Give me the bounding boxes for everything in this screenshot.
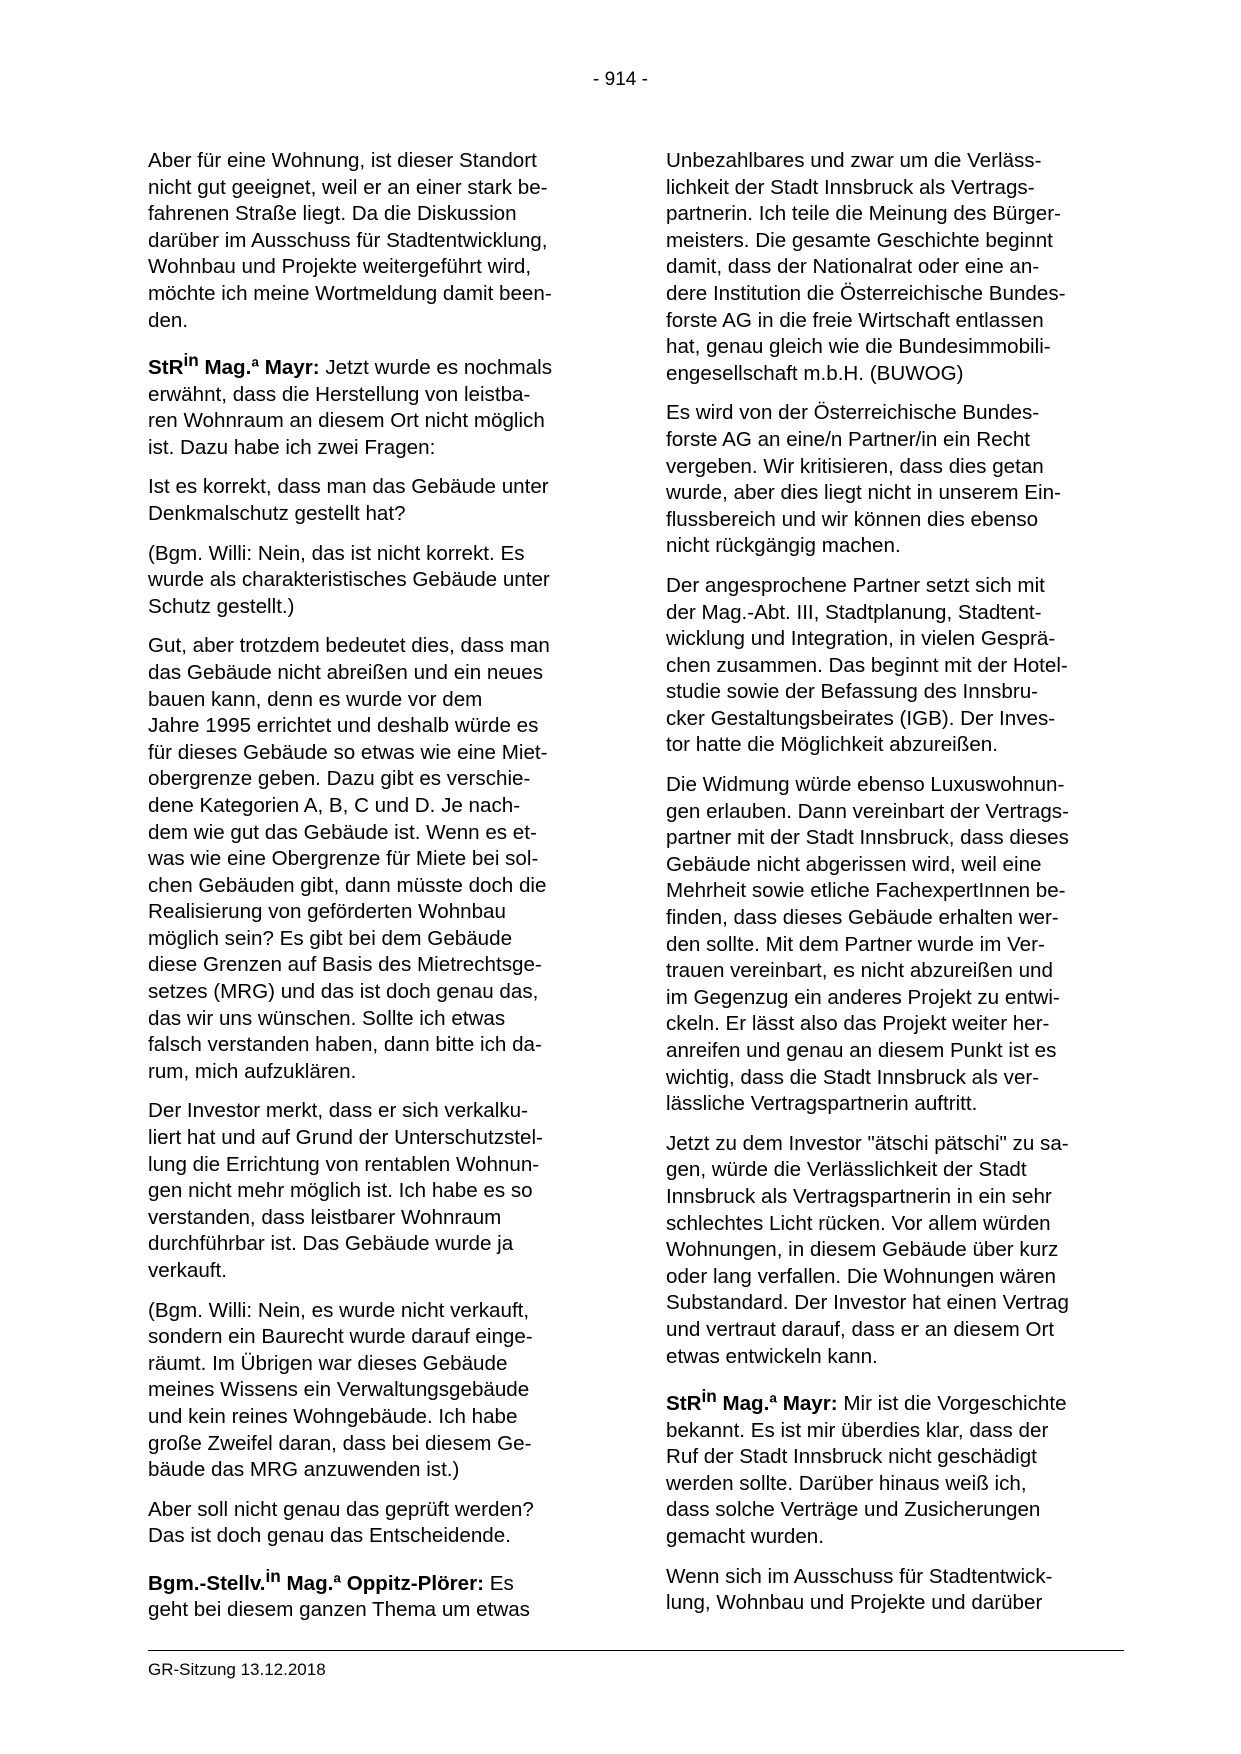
footer-session-date: GR-Sitzung 13.12.2018 xyxy=(148,1660,326,1679)
paragraph-left-9: Bgm.-Stellv.$^{in}$ Mag.ª Oppitz-Plörer: Es geht bei diesem ganzen Thema um etwas xyxy=(148,1565,530,1622)
paragraph-right-4: Die Widmung würde ebenso Luxuswohnun- gen erlauben. Dann vereinbart der Vertrags- partner mit der Stadt Innsbruck, dass dieses Gebäude nicht abgerissen wird, weil eine Mehrheit sowie etliche FachexpertInnen be- finden, dass dieses Gebäude erhalten wer- den sollte. Mit dem Partner wurde im Ver- trauen vereinbart, es nicht abzureißen und im Gegenzug ein anderes Projekt zu entwi- ckeln. Er lässt also das Projekt weiter her- anreifen und genau an diesem Punkt ist es wichtig, dass die Stadt Innsbruck als ver- lässliche Vertragspartnerin auftritt. xyxy=(666,773,1069,1116)
paragraph-right-2: Es wird von der Österreichische Bundes- forste AG an eine/n Partner/in ein Recht vergeben. Wir kritisieren, dass dies getan wurde, aber dies liegt nicht in unserem Ein- flussbereich und wir können dies ebenso nicht rückgängig machen. xyxy=(666,401,1061,558)
paragraph-right-5: Jetzt zu dem Investor "ätschi pätschi" zu sa- gen, würde die Verlässlichkeit der Stadt Innsbruck als Vertragspartnerin in ein sehr schlechtes Licht rücken. Vor allem würden Wohnungen, in diesem Gebäude über kurz oder lang verfallen. Die Wohnungen wären Substandard. Der Investor hat einen Vertrag und vertraut darauf, dass er an diesem Ort etwas entwickeln kann. xyxy=(666,1131,1069,1368)
paragraph-left-3: Ist es korrekt, dass man das Gebäude unter Denkmalschutz gestellt hat? xyxy=(148,475,549,525)
paragraph-right-6: StR$^{in}$ Mag.ª Mayr: Mir ist die Vorgeschichte bekannt. Es ist mir überdies klar, dass der Ruf der Stadt Innsbruck nicht geschädigt werden sollte. Darüber hinaus weiß ich, dass solche Verträge und Zusicherungen gemacht wurden. xyxy=(666,1386,1067,1548)
speaker-name: Bgm.-Stellv.$^{in}$ Mag.ª Oppitz-Plörer: xyxy=(148,1565,484,1595)
page-number: - 914 - xyxy=(593,69,648,90)
speaker-name: StR$^{in}$ Mag.ª Mayr: xyxy=(148,350,320,380)
paragraph-right-3: Der angesprochene Partner setzt sich mit der Mag.-Abt. III, Stadtplanung, Stadtent- wicklung und Integration, in vielen Gesprä- chen zusammen. Das beginnt mit der Hotel- studie sowie der Befassung des Innsbru- cker Gestaltungsbeirates (IGB). Der Inves- tor hatte die Möglichkeit abzureißen. xyxy=(666,573,1068,757)
paragraph-left-1: Aber für eine Wohnung, ist dieser Standort nicht gut geeignet, weil er an einer stark be- fahrenen Straße liegt. Da die Diskussion darüber im Ausschuss für Stadtentwicklung, Wohnbau und Projekte weitergeführt wird, möchte ich meine Wortmeldung damit been- den. xyxy=(148,149,552,332)
paragraph-right-1: Unbezahlbares und zwar um die Verläss- lichkeit der Stadt Innsbruck als Vertrags- partnerin. Ich teile die Meinung des Bürger- meisters. Die gesamte Geschichte beginnt damit, dass der Nationalrat oder eine an- dere Institution die Österreichische Bundes- forste AG in die freie Wirtschaft entlassen hat, genau gleich wie die Bundesimmobili- engesellschaft m.b.H. (BUWOG) xyxy=(666,149,1066,385)
paragraph-left-8: Aber soll nicht genau das geprüft werden? Das ist doch genau das Entscheidende. xyxy=(148,1497,534,1548)
paragraph-left-4: (Bgm. Willi: Nein, das ist nicht korrekt. Es wurde als charakteristisches Gebäude unter Schutz gestellt.) xyxy=(148,541,550,618)
right-column xyxy=(666,148,1124,1630)
paragraph-right-7: Wenn sich im Ausschuss für Stadtentwick- lung, Wohnbau und Projekte und darüber xyxy=(666,1564,1053,1615)
left-column xyxy=(148,148,604,1637)
paragraph-left-6: Der Investor merkt, dass er sich verkalku- liert hat und auf Grund der Unterschutzstel- lung die Errichtung von rentablen Wohnun- gen nicht mehr möglich ist. Ich habe es so verstanden, dass leistbarer Wohnraum durchführbar ist. Das Gebäude wurde ja verkauft. xyxy=(148,1099,543,1283)
speaker-name: StR$^{in}$ Mag.ª Mayr: xyxy=(666,1386,838,1415)
paragraph-left-5: Gut, aber trotzdem bedeutet dies, dass man das Gebäude nicht abreißen und ein neues bauen kann, denn es wurde vor dem Jahre 1995 errichtet und deshalb würde es für dieses Gebäude so etwas wie eine Miet- obergrenze geben. Dazu gibt es verschie- dene Kategorien A, B, C und D. Je nach- dem wie gut das Gebäude ist. Wenn es et- was wie eine Obergrenze für Miete bei sol- chen Gebäuden gibt, dann müsste doch die Realisierung von geförderten Wohnbau möglich sein? Es gibt bei dem Gebäude diese Grenzen auf Basis des Mietrechtsge- setzes (MRG) und das ist doch genau das, das wir uns wünschen. Sollte ich etwas falsch verstanden haben, dann bitte ich da- rum, mich aufzuklären. xyxy=(148,634,550,1083)
paragraph-left-2: StR$^{in}$ Mag.ª Mayr: Jetzt wurde es nochmals erwähnt, dass die Herstellung von leistba- ren Wohnraum an diesem Ort nicht möglich ist. Dazu habe ich zwei Fragen: xyxy=(148,350,552,459)
footer-divider xyxy=(148,1650,1124,1651)
paragraph-left-7: (Bgm. Willi: Nein, es wurde nicht verkauft, sondern ein Baurecht wurde darauf einge- räumt. Im Übrigen war dieses Gebäude meines Wissens ein Verwaltungsgebäude und kein reines Wohngebäude. Ich habe große Zweifel daran, dass bei diesem Ge- bäude das MRG anzuwenden ist.) xyxy=(148,1298,533,1482)
